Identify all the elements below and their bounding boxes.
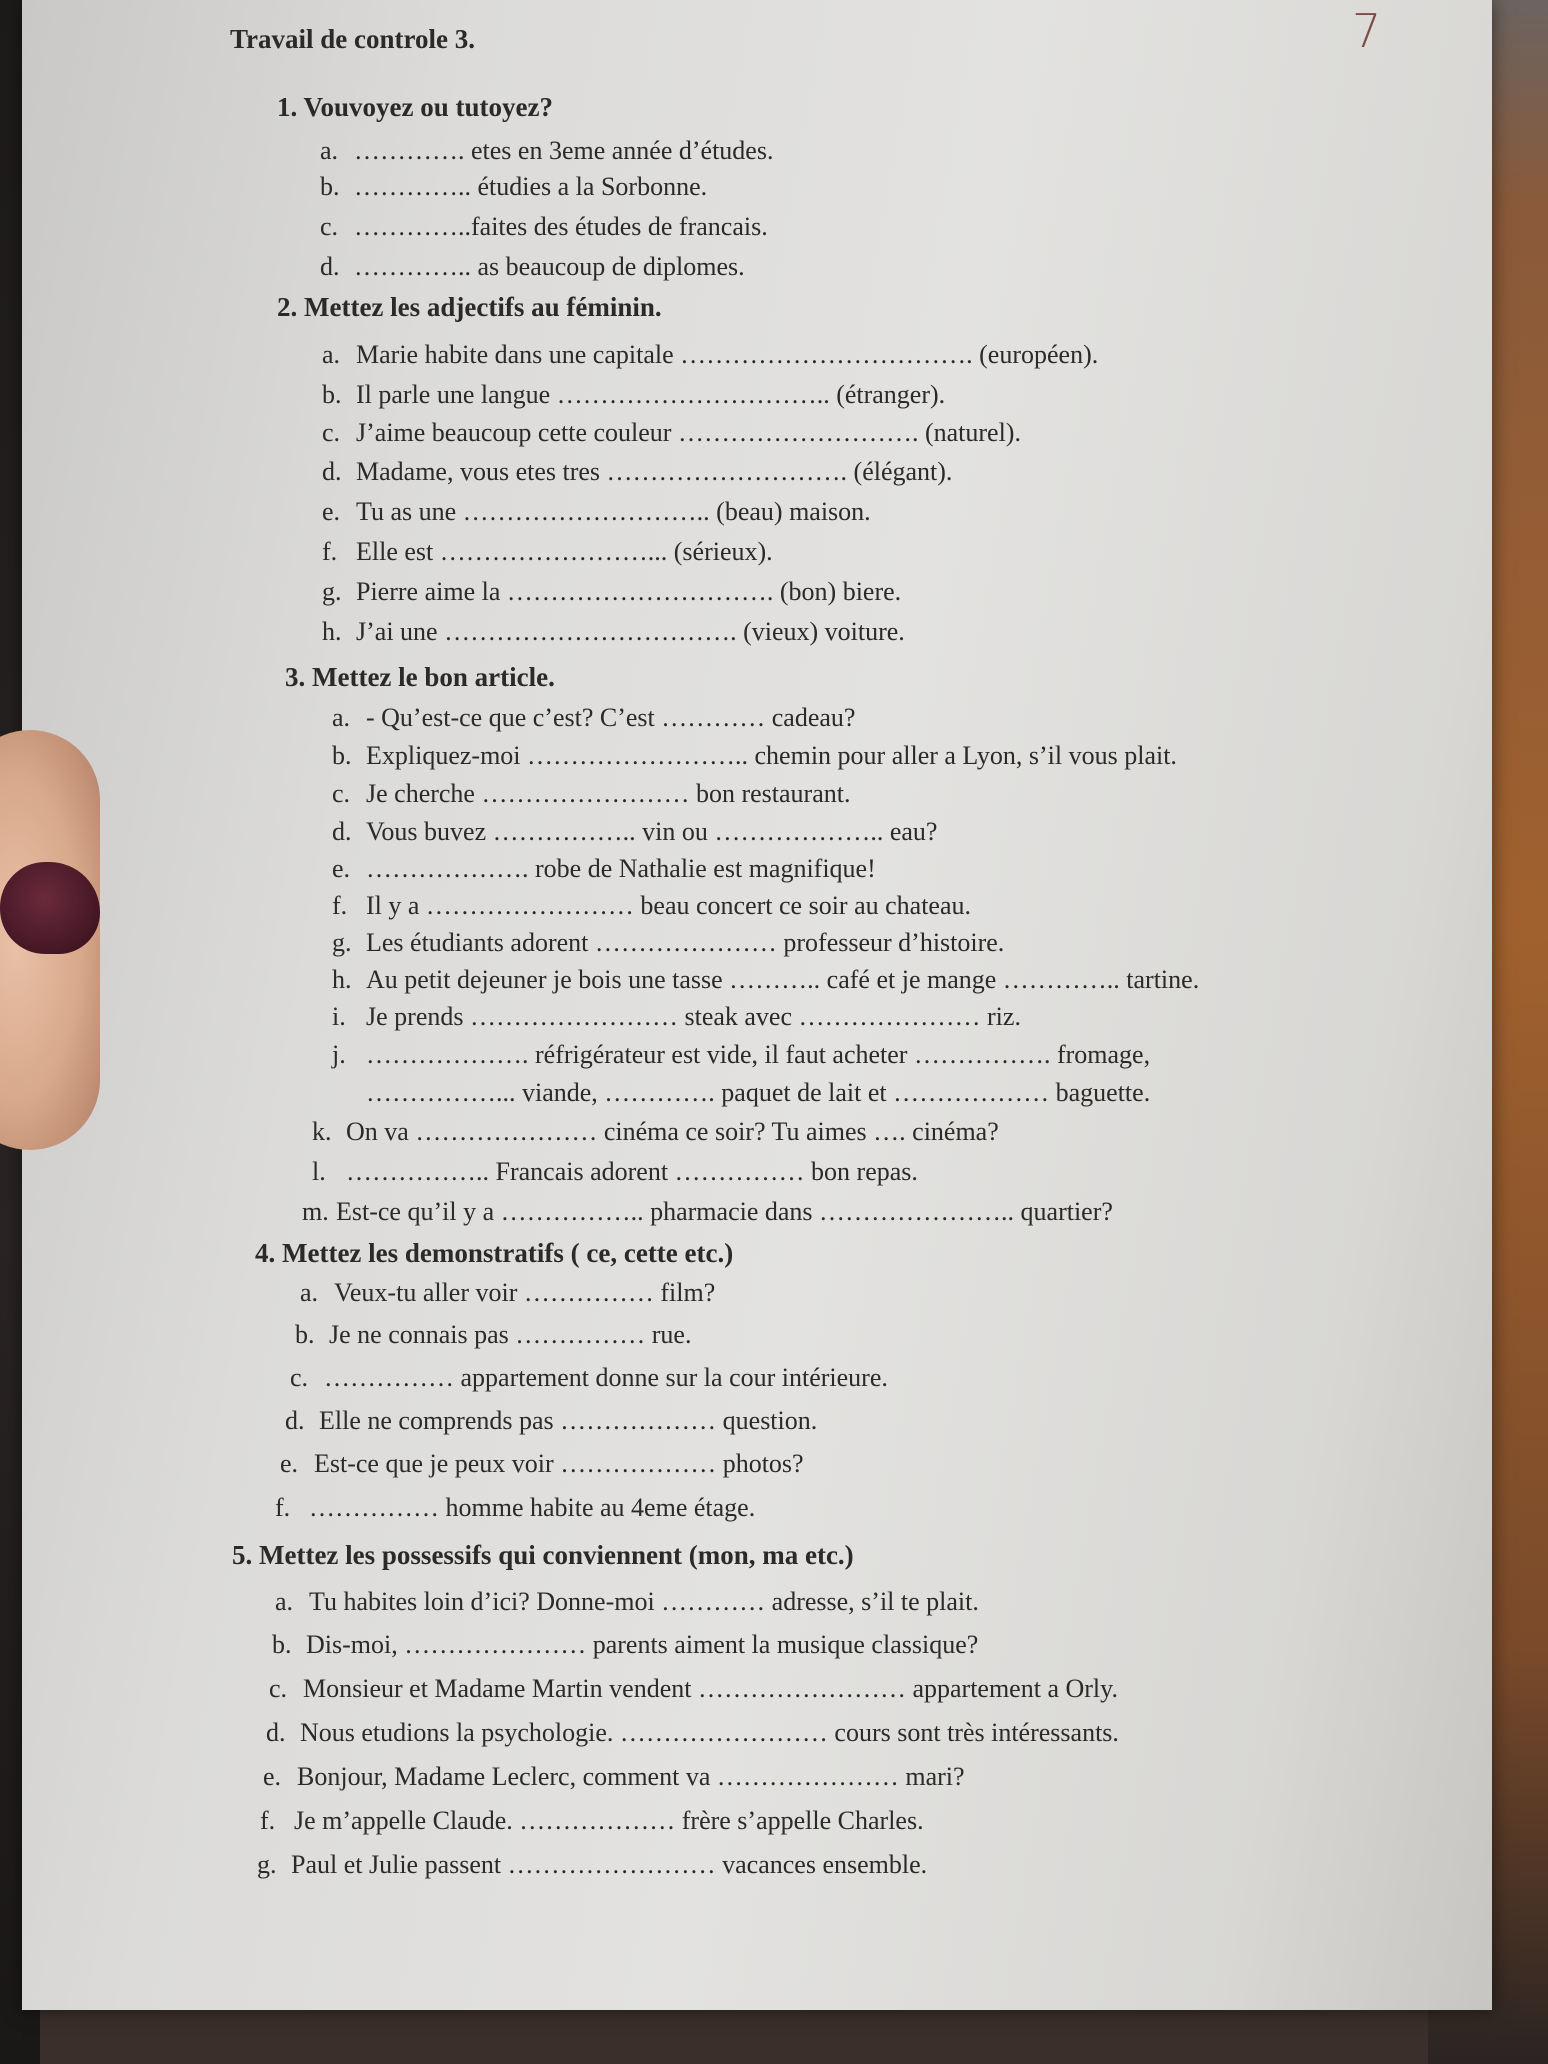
exercise-item: d. Vous buvez …………….. vin ou ……………….. eau? xyxy=(332,817,938,846)
exercise-item: a. …………. etes en 3eme année d’études. xyxy=(320,136,774,165)
section-2-heading: 2. Mettez les adjectifs au féminin. xyxy=(277,292,662,322)
exercise-item: f. Je m’appelle Claude. ……………… frère s’appelle Charles. xyxy=(260,1806,924,1835)
exercise-item: l. …………….. Francais adorent …………… bon repas. xyxy=(312,1157,918,1186)
exercise-item: b. ………….. étudies a la Sorbonne. xyxy=(320,172,708,201)
exercise-item: c. …………..faites des études de francais. xyxy=(320,212,768,241)
exercise-item: d. Elle ne comprends pas ……………… question. xyxy=(285,1406,818,1435)
exercise-item: b. Expliquez-moi …………………….. chemin pour aller a Lyon, s’il vous plait. xyxy=(332,741,1177,770)
exercise-item: g. Pierre aime la …………………………. (bon) biere. xyxy=(322,577,902,606)
exercise-item: e. ………………. robe de Nathalie est magnifique! xyxy=(332,854,876,883)
exercise-item: j. ………………. réfrigérateur est vide, il faut acheter ……………. fromage, xyxy=(332,1040,1151,1069)
exercise-item: a. - Qu’est-ce que c’est? C’est ………… cadeau? xyxy=(332,703,856,732)
exercise-item: b. Dis-moi, ………………… parents aiment la musique classique? xyxy=(272,1630,979,1659)
exercise-item: h. Au petit dejeuner je bois une tasse ……….. café et je mange ………….. tartine. xyxy=(332,965,1200,994)
exercise-item: g. Paul et Julie passent …………………… vacances ensemble. xyxy=(257,1850,928,1879)
exercise-item: a. Veux-tu aller voir …………… film? xyxy=(300,1278,716,1307)
exercise-item: c. …………… appartement donne sur la cour intérieure. xyxy=(290,1363,888,1392)
section-3-heading: 3. Mettez le bon article. xyxy=(285,662,555,692)
exercise-item: d. Madame, vous etes tres ………………………. (élégant). xyxy=(322,457,953,486)
exercise-item: a. Marie habite dans une capitale ……………………………. (européen). xyxy=(322,340,1099,369)
exercise-item: b. Il parle une langue ………………………….. (étranger). xyxy=(322,380,946,409)
exercise-item: ……………... viande, …………. paquet de lait et ……………… baguette. xyxy=(366,1078,1151,1107)
fingernail xyxy=(0,862,100,954)
page-number: 7 xyxy=(1352,4,1382,58)
section-4-heading: 4. Mettez les demonstratifs ( ce, cette etc.) xyxy=(255,1238,734,1268)
exercise-item: i. Je prends …………………… steak avec ………………… riz. xyxy=(332,1002,1021,1031)
exercise-item: d. Nous etudions la psychologie. …………………… cours sont très intéressants. xyxy=(266,1718,1119,1747)
section-5-heading: 5. Mettez les possessifs qui conviennent (mon, ma etc.) xyxy=(232,1540,854,1570)
exercise-item: d. ………….. as beaucoup de diplomes. xyxy=(320,252,745,281)
page-title: Travail de controle 3. xyxy=(230,24,475,54)
exercise-item: c. Monsieur et Madame Martin vendent …………………… appartement a Orly. xyxy=(269,1674,1118,1703)
exercise-item: h. J’ai une ……………………………. (vieux) voiture. xyxy=(322,617,905,646)
exercise-item: e. Tu as une ……………………….. (beau) maison. xyxy=(322,497,871,526)
exercise-item: m. Est-ce qu’il y a …………….. pharmacie dans ………………….. quartier? xyxy=(302,1197,1113,1226)
exercise-item: b. Je ne connais pas …………… rue. xyxy=(295,1320,692,1349)
exercise-item: f. …………… homme habite au 4eme étage. xyxy=(275,1493,756,1522)
exercise-item: g. Les étudiants adorent ………………… professeur d’histoire. xyxy=(332,928,1005,957)
exercise-item: e. Est-ce que je peux voir ……………… photos? xyxy=(280,1449,804,1478)
exercise-item: k. On va ………………… cinéma ce soir? Tu aimes …. cinéma? xyxy=(312,1117,999,1146)
worksheet-page xyxy=(22,0,1492,2010)
exercise-item: f. Elle est ……………………... (sérieux). xyxy=(322,537,773,566)
exercise-item: f. Il y a …………………… beau concert ce soir au chateau. xyxy=(332,891,972,920)
exercise-item: e. Bonjour, Madame Leclerc, comment va ………………… mari? xyxy=(263,1762,965,1791)
section-1-heading: 1. Vouvoyez ou tutoyez? xyxy=(277,92,553,122)
exercise-item: a. Tu habites loin d’ici? Donne-moi ………… adresse, s’il te plait. xyxy=(275,1587,979,1616)
exercise-item: c. Je cherche …………………… bon restaurant. xyxy=(332,779,851,808)
exercise-item: c. J’aime beaucoup cette couleur ………………………. (naturel). xyxy=(322,418,1021,447)
